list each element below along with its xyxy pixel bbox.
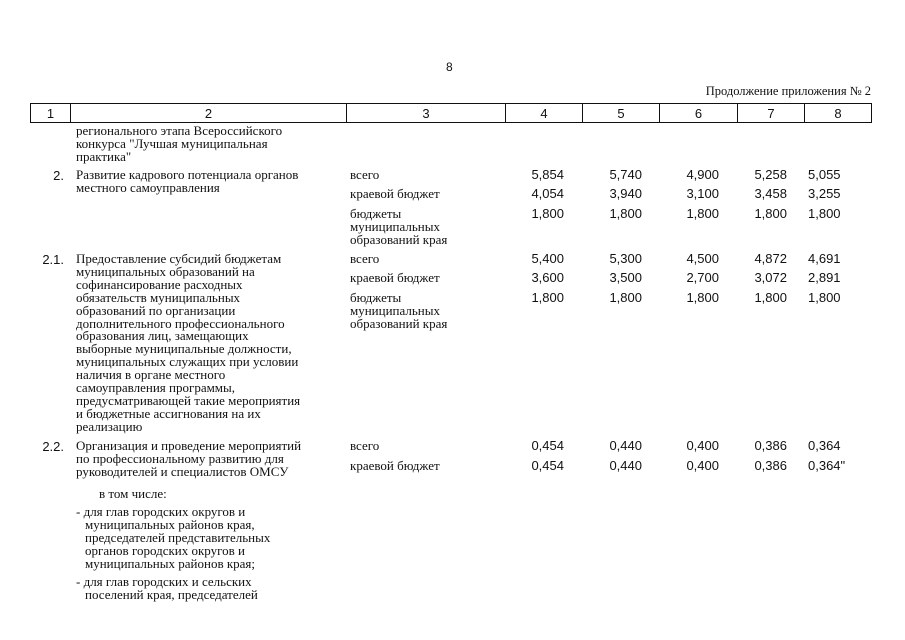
row-number: 2. [53, 168, 64, 183]
value-cell: 2,891 [808, 270, 841, 285]
value-cell: 1,800 [808, 206, 841, 221]
value-cell: 2,700 [686, 270, 719, 285]
value-cell: 1,800 [686, 206, 719, 221]
row-number: 2.1. [42, 252, 64, 267]
value-cell: 4,872 [754, 251, 787, 266]
value-cell: 0,440 [609, 458, 642, 473]
value-cell: 3,100 [686, 186, 719, 201]
value-cell: 0,454 [531, 458, 564, 473]
page-number: 8 [446, 60, 453, 74]
value-cell: 0,440 [609, 438, 642, 453]
value-cell: 5,055 [808, 167, 841, 182]
row-name: Предоставление субсидий бюджетам муниципальных образований на софинансирование расходных обязательств муниципальных образований по организации дополнительного профессионального образования лиц, замещающих выборные муниципальные должности, муниципальных служащих при условии наличия в органе местного самоуправления программы, предусматривающей такие мероприятия и бюджетные ассигнования на их реализацию [76, 251, 301, 434]
value-cell: 3,458 [754, 186, 787, 201]
column-header-5: 5 [582, 103, 659, 123]
carryover-text: регионального этапа Всероссийского конкурса "Лучшая муниципальная практика" [76, 123, 283, 164]
value-cell: 0,454 [531, 438, 564, 453]
value-cell: 1,800 [609, 290, 642, 305]
value-cell: 1,800 [609, 206, 642, 221]
value-cell: 0,386 [754, 438, 787, 453]
value-cell: 0,364 [808, 438, 841, 453]
column-header-7: 7 [737, 103, 804, 123]
value-cell: 3,072 [754, 270, 787, 285]
row-name: Организация и проведение мероприятий по профессиональному развитию для руководителей и специалистов ОМСУ [76, 438, 302, 479]
column-header-1: 1 [30, 103, 70, 123]
value-cell: 1,800 [808, 290, 841, 305]
value-cell: 5,400 [531, 251, 564, 266]
value-cell: 5,258 [754, 167, 787, 182]
value-cell: 0,400 [686, 458, 719, 473]
value-cell: 0,386 [754, 458, 787, 473]
value-cell: 0,364" [808, 458, 846, 473]
value-cell: 3,940 [609, 186, 642, 201]
continuation-label: Продолжение приложения № 2 [705, 84, 871, 98]
value-cell: 3,255 [808, 186, 841, 201]
source-label: бюджеты муниципальных образований края [350, 206, 448, 247]
value-cell: 1,800 [531, 206, 564, 221]
column-header-4: 4 [505, 103, 582, 123]
value-cell: 4,900 [686, 167, 719, 182]
value-cell: 1,800 [531, 290, 564, 305]
including-label: в том числе: [99, 486, 167, 501]
value-cell: 0,400 [686, 438, 719, 453]
value-cell: 4,054 [531, 186, 564, 201]
value-cell: 1,800 [754, 290, 787, 305]
column-header-8: 8 [804, 103, 872, 123]
sub-item: - для глав городских и сельских поселений края, председателей [76, 574, 258, 602]
source-label: краевой бюджет [350, 458, 440, 473]
row-name: Развитие кадрового потенциала органов местного самоуправления [76, 167, 299, 195]
value-cell: 1,800 [686, 290, 719, 305]
value-cell: 5,740 [609, 167, 642, 182]
column-header-2: 2 [70, 103, 346, 123]
value-cell: 1,800 [754, 206, 787, 221]
row-number: 2.2. [42, 439, 64, 454]
column-header-6: 6 [659, 103, 737, 123]
source-label: краевой бюджет [350, 186, 440, 201]
value-cell: 3,500 [609, 270, 642, 285]
source-label: всего [350, 167, 380, 182]
value-cell: 3,600 [531, 270, 564, 285]
source-label: бюджеты муниципальных образований края [350, 290, 448, 331]
value-cell: 5,854 [531, 167, 564, 182]
source-label: краевой бюджет [350, 270, 440, 285]
value-cell: 4,500 [686, 251, 719, 266]
source-label: всего [350, 251, 380, 266]
source-label: всего [350, 438, 380, 453]
sub-item: - для глав городских округов и муниципальных районов края, председателей представительных органов городских округов и муниципальных районов края; [76, 504, 271, 571]
value-cell: 5,300 [609, 251, 642, 266]
value-cell: 4,691 [808, 251, 841, 266]
column-header-3: 3 [346, 103, 505, 123]
